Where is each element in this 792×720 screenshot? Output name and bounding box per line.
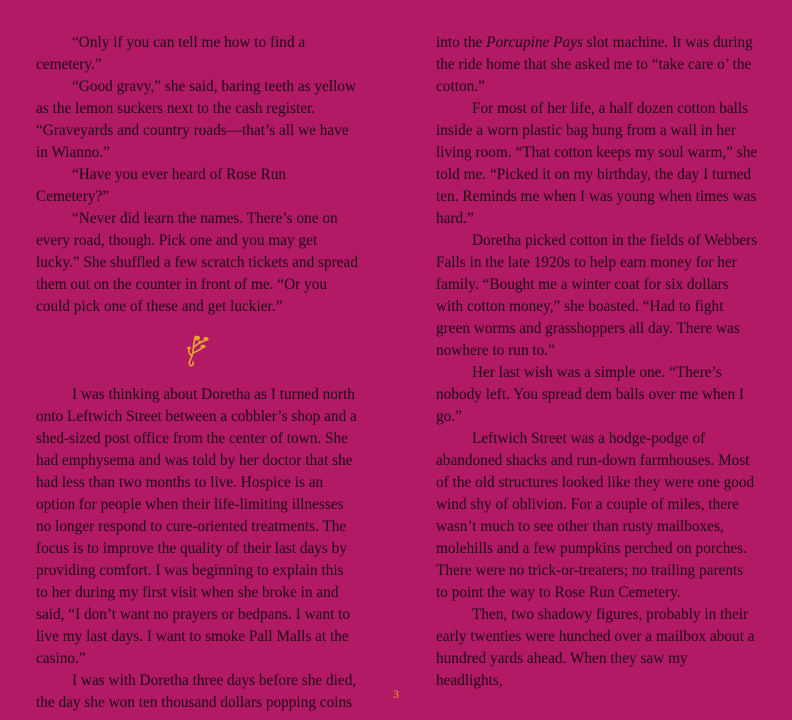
paragraph: “Good gravy,” she said, baring teeth as yellow as the lemon suckers next to the cash register. “Graveyards and country roads—that’s all we have in Wianno.” bbox=[36, 78, 357, 161]
paragraph: Leftwich Street was a hodge-podge of abandoned shacks and run-down farmhouses. Most of the old structures looked like they were one good wind shy of oblivion. For a couple of miles, there wasn’t much to see other than rusty mailboxes, molehills and a few pumpkins perched on porches. There were no trick-or-treaters; no trailing parents to point the way to Rose Run Cemetery. bbox=[436, 430, 755, 601]
floral-vine-ornament-icon bbox=[184, 334, 210, 368]
paragraph: “Have you ever heard of Rose Run Cemetery?” bbox=[36, 166, 287, 205]
paragraph: Then, two shadowy figures, probably in their early twenties were hunched over a mailbox about a hundred yards ahead. When they saw my headlights, bbox=[436, 606, 755, 689]
paragraph: Doretha picked cotton in the fields of Webbers Falls in the late 1920s to help earn money for her family. “Bought me a winter coat for six dollars with cotton money,” she boasted. “Had to fight green worms and grasshoppers all day. There was nowhere to run to.” bbox=[436, 232, 758, 359]
ornament-divider bbox=[36, 318, 358, 384]
page-number: 3 bbox=[393, 687, 399, 701]
text-run: slot machine. It was during the ride home that she asked me to “take care o’ the cotton.” bbox=[436, 34, 753, 95]
paragraph: “Only if you can tell me how to find a cemetery.” bbox=[36, 34, 306, 73]
left-paragraphs-bottom bbox=[36, 384, 358, 714]
right-first-paragraph bbox=[436, 32, 758, 98]
paragraph: I was thinking about Doretha as I turned north onto Leftwich Street between a cobbler’s shop and a shed-sized post office from the center of town. She had emphysema and was told by her doctor that she had less than two months to live. Hospice is an option for people when their life-limiting illnesses no longer respond to cure-oriented treatments. The focus is to improve the quality of their last days by providing comfort. I was beginning to explain this to her during my first visit when she broke in and said, “I don’t want no prayers or bedpans. I want to live my last days. I want to smoke Pall Malls at the casino.” bbox=[36, 386, 357, 667]
right-text-column bbox=[436, 32, 758, 692]
paragraph: “Never did learn the names. There’s one on every road, though. Pick one and you may get lucky.” She shuffled a few scratch tickets and spread them out on the counter in front of me. “Or you could pick one of these and get luckier.” bbox=[36, 210, 358, 315]
left-text-column bbox=[36, 32, 358, 714]
paragraph: Her last wish was a simple one. “There’s nobody left. You spread dem balls over me when I go.” bbox=[436, 364, 745, 425]
paragraph: For most of her life, a half dozen cotton balls inside a worn plastic bag hung from a wall in her living room. “That cotton keeps my soul warm,” she told me. “Picked it on my birthday, the day I turned ten. Reminds me when I was young when times was hard.” bbox=[436, 100, 758, 227]
paragraph: I was with Doretha three days before she died, the day she won ten thousand dollars popping coins bbox=[36, 672, 357, 711]
right-paragraphs bbox=[436, 98, 758, 692]
text-run: into the bbox=[436, 34, 487, 51]
left-paragraphs-top bbox=[36, 32, 358, 318]
slot-machine-title: Porcupine Pays bbox=[486, 34, 583, 51]
